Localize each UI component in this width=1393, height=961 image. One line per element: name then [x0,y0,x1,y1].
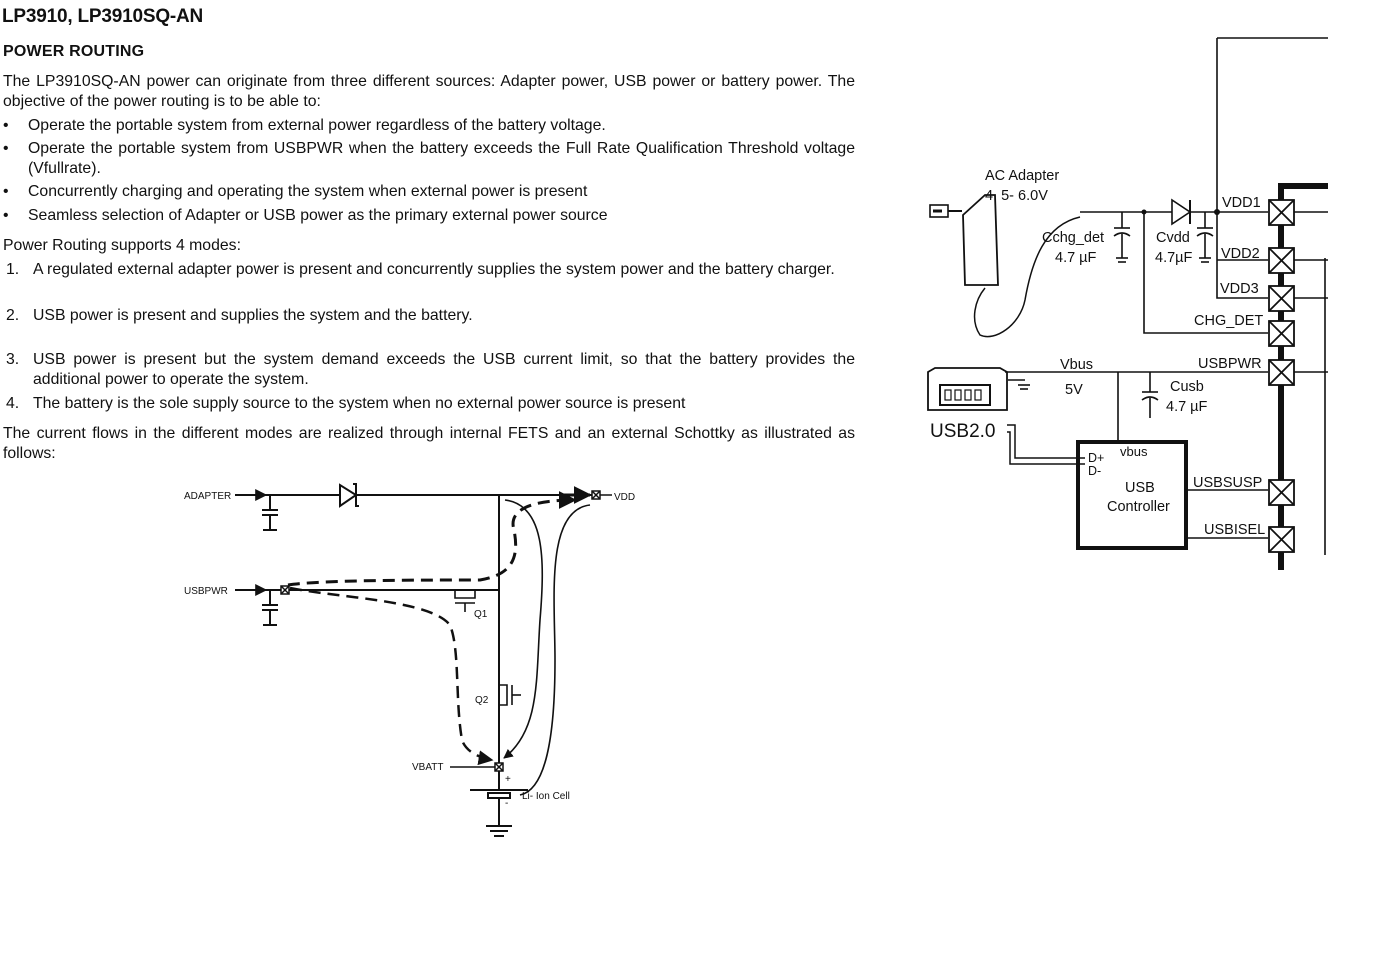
ac-adapter-label: AC Adapter [985,168,1060,184]
usbpwr-pin [1269,360,1294,385]
cvdd-value: 4.7µF [1155,250,1193,266]
usb-battery-flow-path [290,588,492,760]
dminus-label: D- [1088,464,1102,478]
battery-vdd-flow-path [520,505,590,795]
chg-det-pin [1269,321,1294,346]
modes-intro: Power Routing supports 4 modes: [3,237,241,254]
outro-paragraph: The current flows in the different modes are realized through internal FETS and an external Schottky as illustrated as follows: [3,425,855,462]
bullet-text: Operate the portable system from USBPWR when the battery exceeds the Full Rate Qualification Threshold voltage (Vfullrate). [28,140,855,177]
mode-number: 2. [6,307,20,324]
vdd2-pin [1269,248,1294,273]
mode-number: 3. [6,351,20,368]
bullet-text: Operate the portable system from external power regardless of the battery voltage. [28,117,606,134]
q1-transistor [455,590,475,598]
q2-label: Q2 [475,695,489,706]
power-schematic [900,0,1393,961]
vdd1-pin [1269,200,1294,225]
document-title: LP3910, LP3910SQ-AN [2,6,204,27]
adapter-label: ADAPTER [184,491,232,502]
adapter-diode [1172,200,1190,224]
q2-transistor [499,685,507,705]
bullet-mark: • [3,140,9,157]
section-heading: POWER ROUTING [3,43,145,60]
usbpwr-label: USBPWR [184,586,228,597]
vbus-label: Vbus [1060,357,1094,373]
cchg-value: 4.7 µF [1055,250,1097,266]
v5-label: 5V [1065,382,1083,398]
usbsusp-label: USBSUSP [1193,475,1263,491]
cusb-value: 4.7 µF [1166,399,1208,415]
vdd1-label: VDD1 [1222,195,1261,211]
q1-label: Q1 [474,609,488,620]
mode-text: USB power is present but the system demand exceeds the USB current limit, so that the battery provides the additional power to operate the system. [33,351,855,388]
cvdd-label: Cvdd [1156,230,1190,246]
vdd-label: VDD [614,492,636,503]
controller-title-1: USB [1125,480,1155,496]
bullet-text: Seamless selection of Adapter or USB power as the primary external power source [28,207,608,224]
schottky-diode [340,485,356,506]
usbpwr-label: USBPWR [1198,356,1262,372]
cchg-label: Cchg_det [1042,230,1105,246]
dplus-label: D+ [1088,451,1105,465]
bullet-mark: • [3,117,9,134]
usb20-label: USB2.0 [930,421,996,442]
chg-det-label: CHG_DET [1194,313,1264,329]
mode-number: 4. [6,395,20,412]
bullet-text: Concurrently charging and operating the system when external power is present [28,183,588,200]
mode-number: 1. [6,261,20,278]
intro-paragraph: The LP3910SQ-AN power can originate from three different sources: Adapter power, USB power or battery power. The objective of the power routing is to be able to: [3,73,855,110]
vdd2-label: VDD2 [1221,246,1260,262]
cell-label: Li- Ion Cell [522,791,570,802]
cusb-label: Cusb [1170,379,1204,395]
minus-label: - [505,798,509,809]
mode-text: USB power is present and supplies the system and the battery. [33,307,473,324]
vdd3-label: VDD3 [1220,281,1259,297]
bullet-mark: • [3,183,9,200]
adapter-battery-flow-path [504,500,542,758]
usb-flow-path [288,500,575,585]
controller-title-2: Controller [1107,499,1170,515]
usbsusp-pin [1269,480,1294,505]
usbisel-pin [1269,527,1294,552]
ac-adapter-plug [963,195,998,285]
usbisel-label: USBISEL [1204,522,1266,538]
vbatt-label: VBATT [412,762,444,773]
bullet-mark: • [3,207,9,224]
plus-label: + [505,774,511,785]
mode-text: A regulated external adapter power is present and concurrently supplies the system power and the battery charger. [33,261,835,278]
ac-range-label: 4. 5- 6.0V [985,188,1048,204]
vdd3-pin [1269,286,1294,311]
controller-vbus-label: vbus [1120,444,1148,459]
mode-text: The battery is the sole supply source to the system when no external power source is present [33,395,686,412]
